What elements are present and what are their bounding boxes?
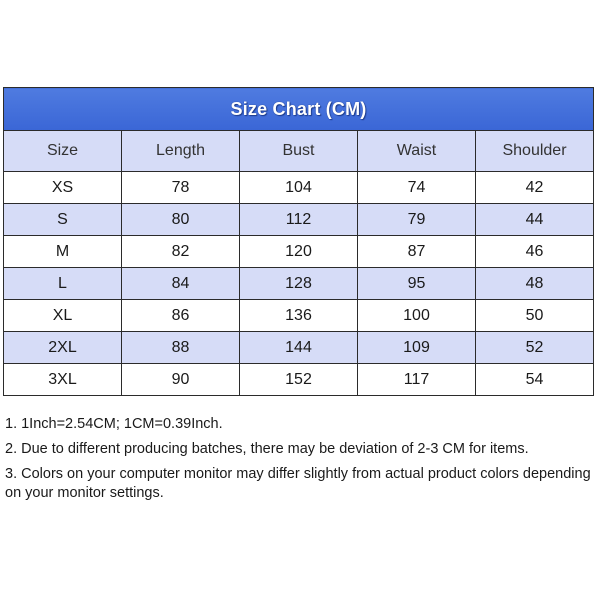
cell-waist: 100 bbox=[358, 300, 476, 332]
cell-size: 2XL bbox=[4, 332, 122, 364]
note-colors: 3. Colors on your computer monitor may differ slightly from actual product colors depending on your monitor settings. bbox=[5, 466, 591, 501]
cell-waist: 74 bbox=[358, 172, 476, 204]
table-title: Size Chart (CM) bbox=[4, 88, 594, 131]
table-row bbox=[4, 268, 594, 300]
cell-waist: 117 bbox=[358, 364, 476, 396]
note-deviation: 2. Due to different producing batches, there may be deviation of 2-3 CM for items. bbox=[5, 441, 529, 457]
table-row bbox=[4, 236, 594, 268]
header-waist: Waist bbox=[358, 131, 476, 172]
table-header-row bbox=[4, 131, 594, 172]
header-bust: Bust bbox=[240, 131, 358, 172]
cell-size: S bbox=[4, 204, 122, 236]
cell-size: XS bbox=[4, 172, 122, 204]
cell-bust: 128 bbox=[240, 268, 358, 300]
cell-bust: 144 bbox=[240, 332, 358, 364]
cell-length: 86 bbox=[122, 300, 240, 332]
cell-shoulder: 54 bbox=[476, 364, 594, 396]
cell-size: 3XL bbox=[4, 364, 122, 396]
table-row bbox=[4, 300, 594, 332]
table-row bbox=[4, 364, 594, 396]
cell-length: 80 bbox=[122, 204, 240, 236]
cell-length: 78 bbox=[122, 172, 240, 204]
table-title-row bbox=[4, 88, 594, 131]
cell-length: 88 bbox=[122, 332, 240, 364]
note-conversion: 1. 1Inch=2.54CM; 1CM=0.39Inch. bbox=[5, 416, 223, 432]
cell-shoulder: 42 bbox=[476, 172, 594, 204]
cell-bust: 104 bbox=[240, 172, 358, 204]
cell-shoulder: 48 bbox=[476, 268, 594, 300]
table-row bbox=[4, 204, 594, 236]
cell-shoulder: 50 bbox=[476, 300, 594, 332]
table-row bbox=[4, 172, 594, 204]
cell-bust: 112 bbox=[240, 204, 358, 236]
header-length: Length bbox=[122, 131, 240, 172]
cell-length: 84 bbox=[122, 268, 240, 300]
cell-bust: 120 bbox=[240, 236, 358, 268]
header-shoulder: Shoulder bbox=[476, 131, 594, 172]
cell-waist: 87 bbox=[358, 236, 476, 268]
cell-waist: 109 bbox=[358, 332, 476, 364]
cell-shoulder: 52 bbox=[476, 332, 594, 364]
cell-waist: 95 bbox=[358, 268, 476, 300]
header-size: Size bbox=[4, 131, 122, 172]
cell-length: 82 bbox=[122, 236, 240, 268]
cell-length: 90 bbox=[122, 364, 240, 396]
cell-bust: 152 bbox=[240, 364, 358, 396]
size-notes bbox=[5, 415, 595, 509]
cell-size: M bbox=[4, 236, 122, 268]
cell-bust: 136 bbox=[240, 300, 358, 332]
size-chart-table bbox=[3, 87, 594, 396]
cell-shoulder: 44 bbox=[476, 204, 594, 236]
cell-shoulder: 46 bbox=[476, 236, 594, 268]
cell-size: XL bbox=[4, 300, 122, 332]
cell-size: L bbox=[4, 268, 122, 300]
cell-waist: 79 bbox=[358, 204, 476, 236]
table-row bbox=[4, 332, 594, 364]
